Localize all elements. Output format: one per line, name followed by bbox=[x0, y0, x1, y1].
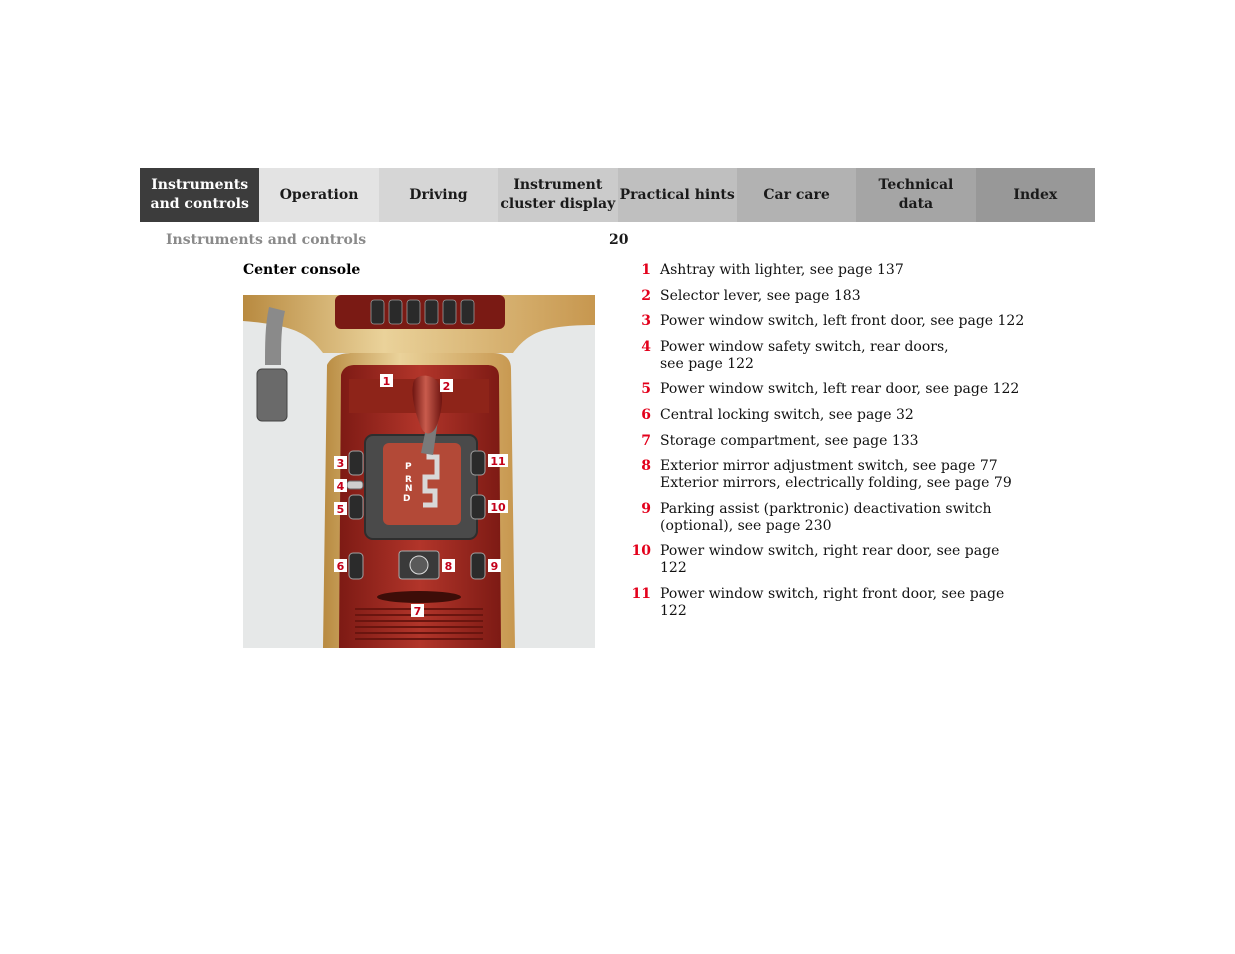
legend-number: 5 bbox=[641, 381, 651, 398]
center-console-drawing bbox=[243, 295, 595, 648]
parktronic-switch bbox=[471, 553, 485, 579]
center-console-illustration bbox=[243, 295, 595, 648]
legend-number: 9 bbox=[641, 500, 651, 517]
accelerator-pedal bbox=[257, 369, 287, 421]
legend-item bbox=[630, 339, 1030, 373]
legend-item bbox=[630, 543, 1030, 577]
legend-item bbox=[630, 288, 1030, 305]
legend-text bbox=[651, 501, 992, 535]
tab-instruments-and-controls[interactable]: Instruments and controls bbox=[140, 168, 259, 222]
legend-text bbox=[651, 586, 1030, 620]
dashboard-switch bbox=[389, 300, 402, 324]
legend-line: Power window switch, right front door, see page 122 bbox=[660, 585, 1005, 619]
legend-item bbox=[630, 407, 1030, 424]
tab-index[interactable]: Index bbox=[976, 168, 1095, 222]
callout-8: 8 bbox=[444, 560, 453, 573]
legend-text bbox=[651, 433, 919, 450]
callout-3: 3 bbox=[336, 457, 345, 470]
storage-compartment-opening bbox=[377, 591, 461, 603]
legend-text bbox=[651, 381, 1019, 398]
dashboard-switch bbox=[407, 300, 420, 324]
legend-text bbox=[651, 339, 949, 373]
legend-number: 4 bbox=[641, 338, 651, 355]
legend-text bbox=[651, 313, 1024, 330]
legend-line: see page 122 bbox=[660, 355, 754, 372]
tab-instrument-cluster-display[interactable]: Instrument cluster display bbox=[498, 168, 617, 222]
tab-practical-hints[interactable]: Practical hints bbox=[618, 168, 737, 222]
chapter-tabs bbox=[140, 168, 1095, 222]
window-safety-switch bbox=[347, 481, 363, 489]
window-switch-left-front bbox=[349, 451, 363, 475]
tab-driving[interactable]: Driving bbox=[379, 168, 498, 222]
callout-4: 4 bbox=[336, 480, 345, 493]
callout-6: 6 bbox=[336, 560, 345, 573]
legend-number: 3 bbox=[641, 313, 651, 330]
legend-number: 6 bbox=[641, 406, 651, 423]
legend-number: 7 bbox=[641, 432, 651, 449]
legend-list bbox=[630, 262, 1030, 629]
legend-number: 10 bbox=[631, 543, 651, 560]
legend-line: Storage compartment, see page 133 bbox=[660, 432, 919, 449]
callout-9: 9 bbox=[490, 560, 499, 573]
legend-line: Exterior mirrors, electrically folding, see page 79 bbox=[660, 475, 1012, 492]
legend-text bbox=[651, 407, 914, 424]
legend-item bbox=[630, 381, 1030, 398]
legend-text bbox=[651, 288, 861, 305]
legend-line: Parking assist (parktronic) deactivation switch bbox=[660, 500, 992, 517]
tab-technical-data[interactable]: Technical data bbox=[856, 168, 975, 222]
gear-letter-p: P bbox=[405, 462, 412, 472]
legend-line: Ashtray with lighter, see page 137 bbox=[660, 262, 904, 278]
legend-line: Central locking switch, see page 32 bbox=[660, 406, 914, 423]
legend-item bbox=[630, 458, 1030, 492]
callout-1: 1 bbox=[382, 375, 391, 388]
legend-line: Power window switch, right rear door, see page 122 bbox=[660, 543, 1000, 577]
legend-line: Power window safety switch, rear doors, bbox=[660, 338, 949, 355]
central-locking-switch bbox=[349, 553, 363, 579]
window-switch-right-front bbox=[471, 451, 485, 475]
legend-text bbox=[651, 543, 1030, 577]
callout-2: 2 bbox=[442, 380, 451, 393]
page-heading: Center console bbox=[243, 262, 361, 278]
legend-number: 11 bbox=[631, 585, 651, 602]
section-title: Instruments and controls bbox=[166, 232, 367, 248]
legend-item bbox=[630, 262, 1030, 279]
gear-letter-n: N bbox=[405, 484, 413, 494]
gear-gate bbox=[383, 443, 461, 525]
tab-operation[interactable]: Operation bbox=[259, 168, 378, 222]
gear-letter-r: R bbox=[405, 475, 412, 485]
mirror-adjustment-knob bbox=[410, 556, 428, 574]
callout-7: 7 bbox=[413, 605, 422, 618]
legend-item bbox=[630, 433, 1030, 450]
dashboard-switch bbox=[425, 300, 438, 324]
legend-line: Power window switch, left rear door, see page 122 bbox=[660, 381, 1020, 398]
dashboard-switch bbox=[371, 300, 384, 324]
window-switch-right-rear bbox=[471, 495, 485, 519]
legend-line: Power window switch, left front door, see page 122 bbox=[660, 313, 1025, 330]
page-number: 20 bbox=[609, 232, 629, 248]
legend-number: 1 bbox=[641, 262, 651, 278]
dashboard-switch bbox=[443, 300, 456, 324]
gear-letter-d: D bbox=[403, 494, 411, 504]
callout-10: 10 bbox=[490, 501, 506, 514]
legend-number: 8 bbox=[641, 458, 651, 475]
tab-car-care[interactable]: Car care bbox=[737, 168, 856, 222]
legend-line: Selector lever, see page 183 bbox=[660, 287, 861, 304]
legend-text bbox=[651, 262, 904, 279]
callout-11: 11 bbox=[490, 455, 506, 468]
legend-item bbox=[630, 313, 1030, 330]
legend-line: Exterior mirror adjustment switch, see page 77 bbox=[660, 458, 998, 475]
window-switch-left-rear bbox=[349, 495, 363, 519]
legend-item bbox=[630, 586, 1030, 620]
callout-5: 5 bbox=[336, 503, 345, 516]
legend-item bbox=[630, 501, 1030, 535]
legend-number: 2 bbox=[641, 287, 651, 304]
legend-text bbox=[651, 458, 1012, 492]
dashboard-switch bbox=[461, 300, 474, 324]
legend-line: (optional), see page 230 bbox=[660, 517, 832, 534]
